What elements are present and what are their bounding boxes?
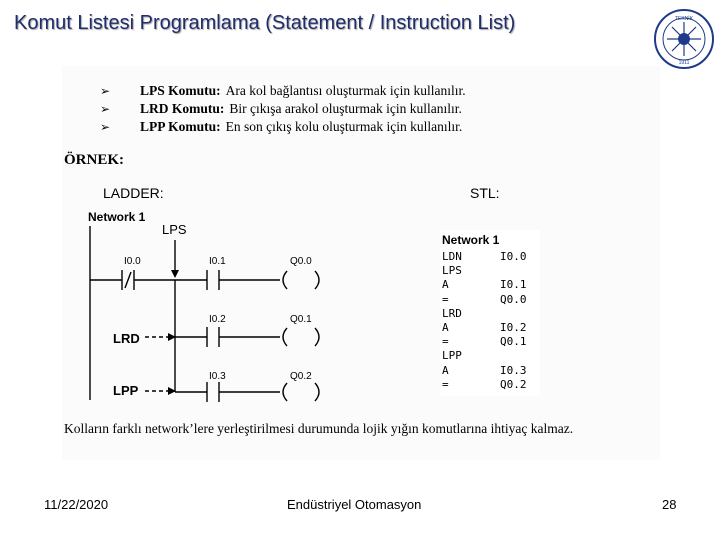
coil	[283, 271, 287, 289]
arrow-bullet-icon: ➢	[100, 119, 111, 134]
bullet-keyword: LRD Komutu:	[140, 101, 225, 116]
bullet-text: Bir çıkışa arakol oluşturmak için kullanılır.	[229, 101, 462, 116]
contact-label: I0.3	[209, 371, 226, 382]
stl-row	[442, 307, 500, 321]
stl-operand: Q0.1	[500, 335, 527, 349]
stl-opcode: A	[442, 363, 449, 377]
lps-label: LPS	[162, 222, 187, 237]
svg-text:TEKNİK: TEKNİK	[674, 16, 694, 22]
footer-course: Endüstriyel Otomasyon	[287, 497, 422, 512]
stl-opcode: LDN	[442, 250, 462, 263]
stl-row	[442, 335, 527, 349]
stl-opcode: =	[442, 377, 449, 391]
stl-row	[442, 278, 527, 292]
arrow-bullet-icon: ➢	[100, 101, 111, 116]
bullet-text: En son çıkış kolu oluşturmak için kullanılır.	[225, 119, 463, 134]
contact-label: I0.0	[124, 256, 141, 267]
stl-operand: I0.2	[500, 321, 527, 334]
svg-text:1911: 1911	[678, 60, 690, 66]
stl-row	[442, 364, 527, 378]
coil	[315, 383, 319, 401]
lpp-label: LPP	[113, 383, 139, 398]
lrd-label: LRD	[113, 331, 140, 346]
contact-label: I0.1	[209, 256, 226, 267]
ladder-label: LADDER:	[103, 185, 164, 201]
stl-row	[442, 293, 527, 307]
contact-label: I0.2	[209, 314, 226, 325]
bullet-keyword: LPP Komutu:	[140, 119, 221, 134]
slide-title: Komut Listesi Programlama (Statement / Instruction List)	[14, 12, 516, 34]
stl-row	[442, 349, 500, 363]
coil-label: Q0.0	[290, 256, 312, 267]
stl-opcode: LRD	[442, 306, 462, 320]
stl-opcode: A	[442, 321, 449, 334]
stl-label: STL:	[470, 185, 500, 201]
footer-date: 11/22/2020	[44, 497, 109, 512]
stl-operand: Q0.2	[500, 377, 527, 391]
stl-row	[442, 250, 527, 264]
stl-row	[442, 378, 527, 392]
arrow-bullet-icon: ➢	[100, 83, 111, 98]
coil-label: Q0.1	[290, 314, 312, 325]
contact-nc-slash	[125, 272, 131, 288]
stl-network-label: Network 1	[442, 233, 500, 247]
footer-page-number: 28	[662, 497, 677, 512]
coil	[283, 328, 287, 346]
lps-arrowhead	[171, 270, 179, 278]
ladder-network-label: Network 1	[88, 210, 146, 224]
bullet-text: Ara kol bağlantısı oluşturmak için kullanılır.	[225, 83, 466, 98]
stl-operand: I0.3	[500, 363, 527, 377]
stl-opcode: =	[442, 292, 449, 306]
example-label: ÖRNEK:	[64, 152, 124, 168]
stl-opcode: A	[442, 278, 449, 292]
stl-operand: I0.1	[500, 278, 527, 292]
coil	[315, 328, 319, 346]
stl-operand: I0.0	[500, 250, 527, 263]
stl-opcode: LPS	[442, 264, 462, 278]
bullet-keyword: LPS Komutu:	[140, 83, 221, 98]
coil	[315, 271, 319, 289]
stl-opcode: LPP	[442, 349, 462, 363]
stl-row	[442, 321, 527, 335]
stl-operand: Q0.0	[500, 292, 527, 306]
footnote-text: Kolların farklı network’lere yerleştirilmesi durumunda lojik yığın komutlarına ihtiyaç kalmaz.	[64, 421, 574, 436]
stl-opcode: =	[442, 335, 449, 349]
stl-row	[442, 264, 500, 278]
coil	[283, 383, 287, 401]
coil-label: Q0.2	[290, 371, 312, 382]
